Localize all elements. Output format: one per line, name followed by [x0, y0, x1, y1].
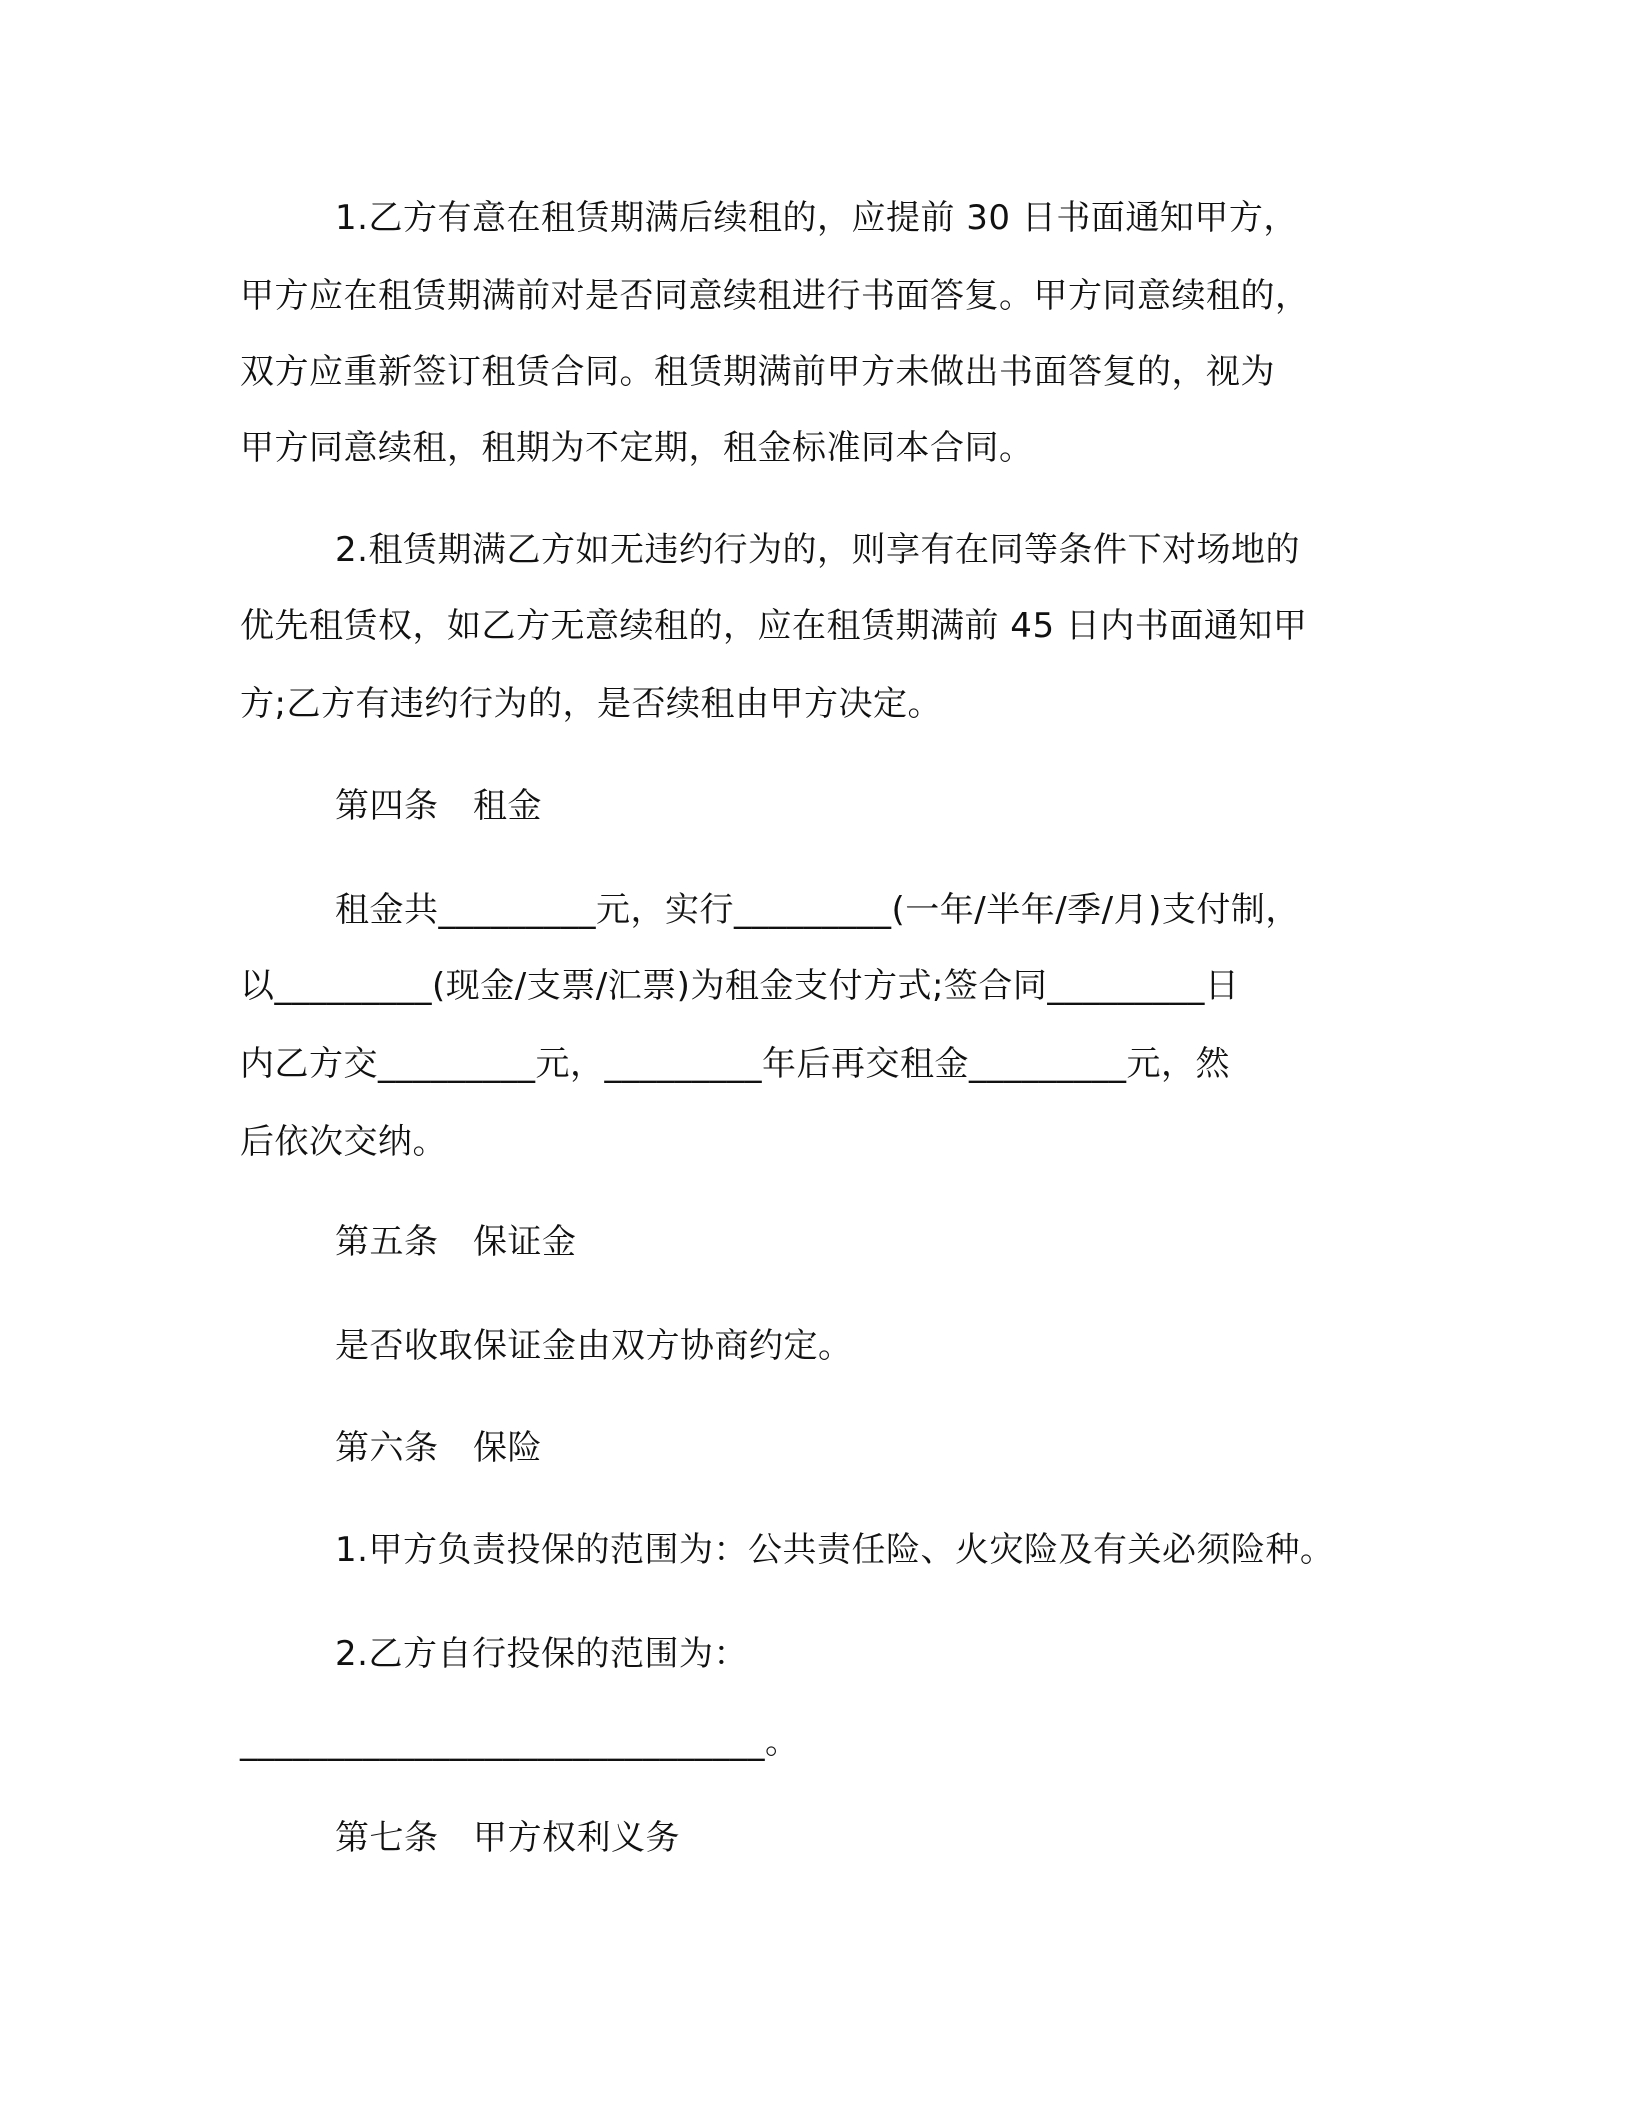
clause-3-item-2-line-3: 方;乙方有违约行为的，是否续租由甲方决定。	[240, 684, 942, 724]
clause-3-item-1-line-2: 甲方应在租赁期满前对是否同意续租进行书面答复。甲方同意续租的，	[240, 276, 1310, 316]
clause-4-heading: 第四条 租金	[335, 786, 542, 826]
clause-4-body-line-2: 以_________(现金/支票/汇票)为租金支付方式;签合同_________日	[240, 966, 1240, 1006]
clause-6-item-1: 1.甲方负责投保的范围为：公共责任险、火灾险及有关必须险种。	[335, 1530, 1335, 1570]
clause-3-item-2-line-2: 优先租赁权，如乙方无意续租的，应在租赁期满前 45 日内书面通知甲	[240, 606, 1308, 646]
clause-6-item-2: 2.乙方自行投保的范围为：	[335, 1634, 748, 1674]
clause-4-body-line-1: 租金共_________元，实行_________(一年/半年/季/月)支付制，	[335, 890, 1300, 930]
clause-3-item-1-line-1: 1.乙方有意在租赁期满后续租的，应提前 30 日书面通知甲方，	[335, 198, 1298, 238]
clause-3-item-1-line-3: 双方应重新签订租赁合同。租赁期满前甲方未做出书面答复的，视为	[240, 352, 1275, 392]
clause-3-item-2-line-1: 2.租赁期满乙方如无违约行为的，则享有在同等条件下对场地的	[335, 530, 1300, 570]
clause-3-item-1-line-4: 甲方同意续租，租期为不定期，租金标准同本合同。	[240, 428, 1034, 468]
clause-6-heading: 第六条 保险	[335, 1428, 542, 1468]
clause-4-body-line-4: 后依次交纳。	[240, 1122, 447, 1162]
clause-5-body: 是否收取保证金由双方协商约定。	[335, 1326, 853, 1366]
clause-4-body-line-3: 内乙方交_________元，_________年后再交租金_________元，然	[240, 1044, 1230, 1084]
clause-7-heading: 第七条 甲方权利义务	[335, 1818, 680, 1858]
clause-6-item-2-blank: ______________________________。	[240, 1722, 800, 1762]
clause-5-heading: 第五条 保证金	[335, 1222, 577, 1262]
